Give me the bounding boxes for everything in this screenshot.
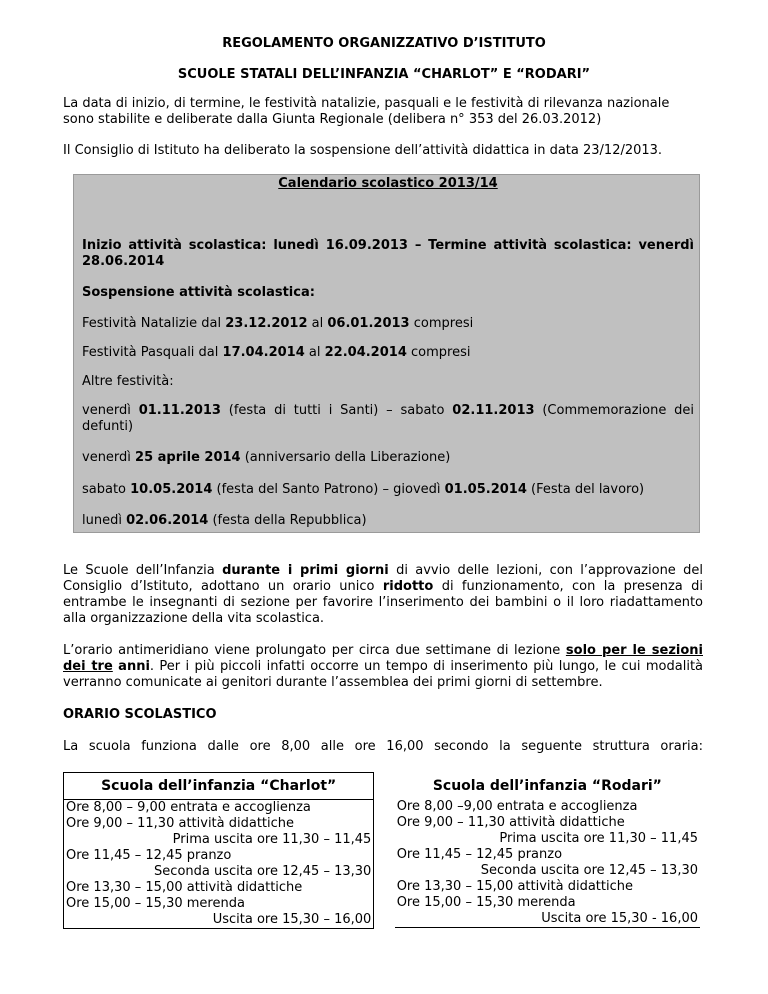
p3-c: di avvio delle lezioni, con l’approvazione del Consiglio d’Istituto, adottano un orario unico	[63, 563, 703, 594]
calendar-sospensione-label: Sospensione attività scolastica:	[82, 285, 315, 300]
calendar-natale	[82, 316, 694, 332]
rodari-row: Uscita ore 15,30 - 16,00	[395, 911, 700, 928]
liberazione-pre: venerdì	[82, 450, 136, 465]
rodari-row: Ore 11,45 – 12,45 pranzo	[396, 846, 563, 862]
repubblica-pre: lunedì	[82, 513, 127, 528]
charlot-row: Ore 9,00 – 11,30 attività didattiche	[66, 816, 295, 831]
pasqua-post: compresi	[406, 345, 471, 360]
p4-e: . Per i più piccoli infatti occorre un tempo di inserimento più lungo, le cui modalità verranno comunicate ai genitori durante l’assemblea dei primi giorni di settembre.	[63, 659, 704, 690]
rodari-row: Ore 15,00 – 15,30 merenda	[396, 894, 576, 910]
document-title: REGOLAMENTO ORGANIZZATIVO D’ISTITUTO	[222, 36, 546, 51]
primi-giorni-paragraph	[63, 563, 703, 627]
calendar-liberazione	[82, 450, 694, 466]
p4-d: anni	[118, 659, 150, 674]
rodari-row: Ore 13,30 – 15,00 attività didattiche	[396, 878, 633, 894]
calendar-inizio: Inizio attività scolastica: lunedì 16.09.2013 – Termine attività scolastica: venerdì 28.06.2014	[82, 238, 694, 269]
charlot-column	[64, 773, 374, 929]
charlot-row: Ore 13,30 – 15,00 attività didattiche	[66, 880, 303, 895]
intro-paragraph-2: Il Consiglio di Istituto ha deliberato la sospensione dell’attività didattica in data 23/12/2013.	[63, 143, 663, 158]
natale-post: compresi	[409, 316, 474, 331]
orario-antimeridiano-paragraph	[63, 643, 703, 691]
orario-heading: ORARIO SCOLASTICO	[63, 707, 217, 722]
rodari-row: Ore 8,00 –9,00 entrata e accoglienza	[396, 798, 638, 814]
intro-paragraph-1: La data di inizio, di termine, le festività natalizie, pasquali e le festività di rilevanza nazionale sono stabilite e deliberate dalla Giunta Regionale (delibera n° 353 del 26.03.2012)	[63, 96, 670, 127]
patrono-pre: sabato	[82, 482, 131, 497]
p4-a: L’orario antimeridiano viene prolungato per circa due settimane di lezione	[63, 643, 566, 658]
natale-pre: Festività Natalizie dal	[82, 316, 226, 331]
orario-intro: La scuola funziona dalle ore 8,00 alle ore 16,00 secondo la seguente struttura oraria:	[63, 739, 703, 754]
charlot-header: Scuola dell’infanzia “Charlot”	[64, 773, 373, 800]
charlot-row: Prima uscita ore 11,30 – 11,45	[172, 832, 372, 847]
calendar-santi	[82, 403, 694, 435]
patrono-mid: (festa del Santo Patrono) – giovedì	[212, 482, 445, 497]
santi-date-1: 01.11.2013	[138, 403, 221, 418]
calendar-pasqua	[82, 345, 694, 361]
pasqua-date-start: 17.04.2014	[222, 345, 305, 360]
charlot-row: Seconda uscita ore 12,45 – 13,30	[154, 864, 372, 879]
document-subtitle: SCUOLE STATALI DELL’INFANZIA “CHARLOT” E “RODARI”	[177, 67, 591, 82]
santi-pre: venerdì	[82, 403, 139, 418]
column-gap	[374, 773, 395, 929]
pasqua-date-end: 22.04.2014	[324, 345, 407, 360]
p3-e: di funzionamento, con la presenza di entrambe le insegnanti di sezione per favorire l’inserimento dei bambini o il loro riadattamento alla organizzazione della vita scolastica.	[63, 579, 703, 626]
charlot-row: Ore 11,45 – 12,45 pranzo	[66, 848, 232, 863]
p3-b: durante i primi giorni	[222, 563, 389, 578]
calendar-title: Calendario scolastico 2013/14	[278, 176, 498, 191]
repubblica-date: 02.06.2014	[126, 513, 209, 528]
santi-date-2: 02.11.2013	[452, 403, 535, 418]
p3-a: Le Scuole dell’Infanzia	[63, 563, 223, 578]
rodari-row: Prima uscita ore 11,30 – 11,45	[499, 830, 698, 846]
patrono-date-1: 10.05.2014	[130, 482, 213, 497]
natale-mid: al	[307, 316, 328, 331]
patrono-post: (Festa del lavoro)	[526, 482, 645, 497]
liberazione-post: (anniversario della Liberazione)	[240, 450, 451, 465]
rodari-column	[395, 773, 700, 929]
patrono-date-2: 01.05.2014	[444, 482, 527, 497]
repubblica-post: (festa della Repubblica)	[208, 513, 367, 528]
calendar-repubblica	[82, 513, 694, 529]
santi-mid: (festa di tutti i Santi) – sabato	[220, 403, 453, 418]
santi-post: (Commemorazione dei defunti)	[82, 403, 695, 434]
pasqua-pre: Festività Pasquali dal	[82, 345, 223, 360]
calendar-patrono	[82, 482, 694, 498]
natale-date-end: 06.01.2013	[327, 316, 410, 331]
charlot-row: Ore 8,00 – 9,00 entrata e accoglienza	[66, 800, 311, 815]
orario-table	[63, 772, 700, 929]
pasqua-mid: al	[304, 345, 325, 360]
calendar-altre-label: Altre festività:	[82, 374, 174, 389]
rodari-row: Ore 9,00 – 11,30 attività didattiche	[396, 814, 625, 830]
natale-date-start: 23.12.2012	[225, 316, 308, 331]
charlot-row: Uscita ore 15,30 – 16,00	[212, 912, 372, 927]
p4-b: solo per le sezioni dei tre	[63, 643, 703, 674]
liberazione-date: 25 aprile 2014	[135, 450, 241, 465]
rodari-header: Scuola dell’infanzia “Rodari”	[432, 777, 662, 794]
charlot-row: Ore 15,00 – 15,30 merenda	[66, 896, 245, 911]
rodari-row: Seconda uscita ore 12,45 – 13,30	[480, 862, 698, 878]
p3-d: ridotto	[382, 579, 434, 594]
